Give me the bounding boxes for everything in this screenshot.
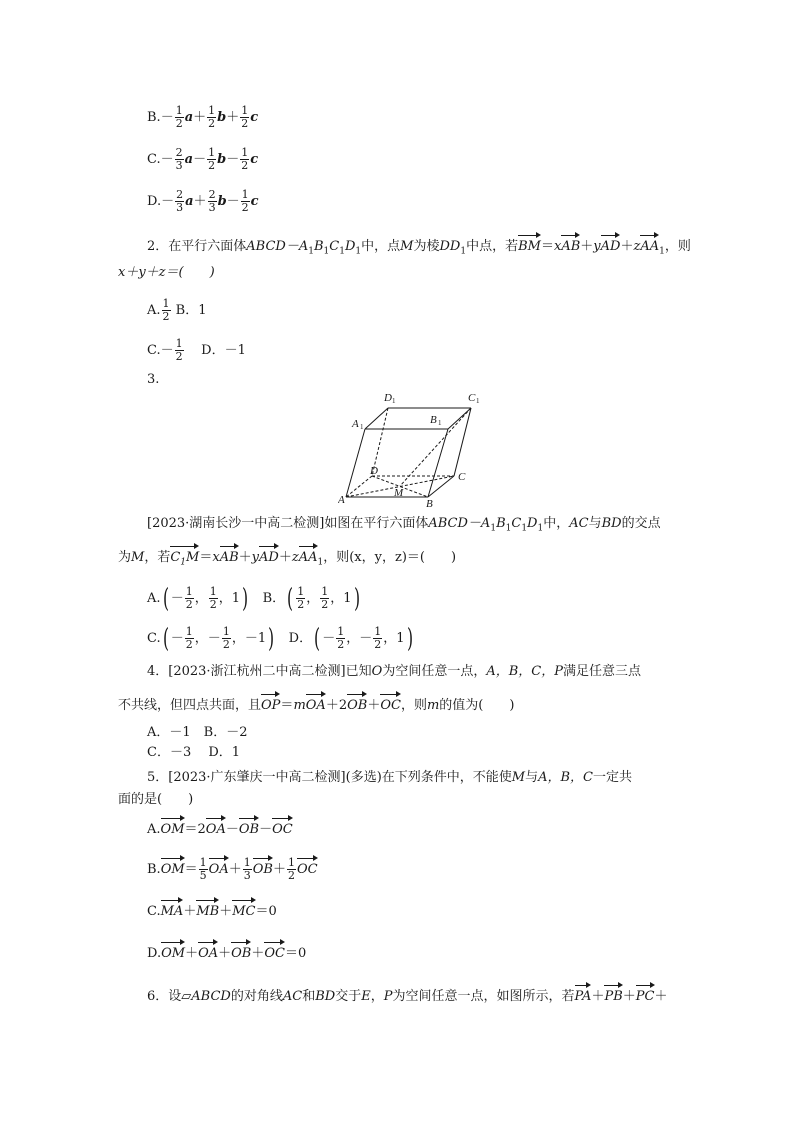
q1-option-d: D.－ $\frac{2}{3}$ a＋ $\frac{2}{3}$ b－ $\frac{1}{2}$ c [147,188,259,214]
q5-stem-line1: 5．[2023·广东肇庆一中高二检测](多选)在下列条件中，不能使M与A，B，C一定共 [147,770,633,785]
q4-options-cd: C．－3 D．1 [147,745,241,760]
q3-number: 3. [147,372,160,387]
label-m: M [394,487,404,499]
q4-options-ab: A．－1 B．－2 [147,725,248,740]
label-c1: C [468,392,476,404]
svg-text:1: 1 [392,397,396,405]
svg-text:1: 1 [438,419,442,427]
q2-options-ab: A. $\frac{1}{2}$ B．1 [147,297,207,323]
label-c: C [458,471,466,483]
q2-stem-line2: x＋y＋z＝( ) [118,265,215,280]
svg-text:1: 1 [360,423,364,431]
label-d1: D [384,392,392,404]
q5-stem-line2: 面的是( ) [118,792,194,807]
q5-option-d: D.OM＋OA＋OB＋OC＝0 [147,940,306,964]
label-b1: B [430,414,437,426]
q1-option-c: C.－ $\frac{2}{3}$ a－ $\frac{1}{2}$ b－ $\frac{1}{2}$ c [147,146,259,172]
q5-option-a: A.OM＝2OA－OB－OC [147,816,293,840]
q4-stem-line1: 4．[2023·浙江杭州二中高二检测]已知O为空间任意一点，A，B，C，P满足任意三点 [147,664,641,679]
q3-stem-line1: [2023·湖南长沙一中高二检测]如图在平行六面体$ABCD-A_1B_1C_1D_1$中，AC与BD的交点 [147,516,661,534]
label-a1: A [352,418,359,430]
q4-stem-line2: 不共线，但四点共面，且OP＝mOA＋2OB＋OC，则m的值为( ) [118,692,514,716]
q6-stem-line1: 6．设▱ABCD的对角线AC和BD交于E，P为空间任意一点，如图所示，若PA＋PB＋PC＋ [147,983,668,1007]
svg-text:1: 1 [476,397,480,405]
q3-options-ab: A.( － $\frac{1}{2}$ ， $\frac{1}{2}$ ，1) B．( $\frac{1}{2}$ ， $\frac{1}{2}$ ，1) [147,583,360,614]
q3-options-cd: C.( － $\frac{1}{2}$ ，－ $\frac{1}{2}$ ，－1) D．( － $\frac{1}{2}$ ，－ $\frac{1}{2}$ ，1) [147,623,413,654]
q5-option-c: C.MA＋MB＋MC＝0 [147,898,277,922]
q2-stem-line1: 2．在平行六面体$ABCD-A_1B_1C_1D_1$中，点M为棱$DD_1$中点，若BM＝xAB＋yAD＋zAA$_1$，则 [147,233,691,262]
label-a: A [338,494,345,506]
label-b: B [426,498,433,507]
parallelepiped-figure [338,389,488,507]
q1-option-b: B.－ $\frac{1}{2}$ a＋ $\frac{1}{2}$ b＋ $\frac{1}{2}$ c [147,104,259,130]
label-d: D [370,465,378,477]
q2-options-cd: C.－ $\frac{1}{2}$ D．－1 [147,337,246,363]
q3-stem-line2: 为M，若$C_1M=xAB+yAD+zAA_1$，则(x，y，z)＝( ) [118,544,456,573]
q5-option-b: B.OM＝ $\frac{1}{5}$ OA＋ $\frac{1}{3}$ OB＋ $\frac{1}{2}$ OC [147,856,318,882]
